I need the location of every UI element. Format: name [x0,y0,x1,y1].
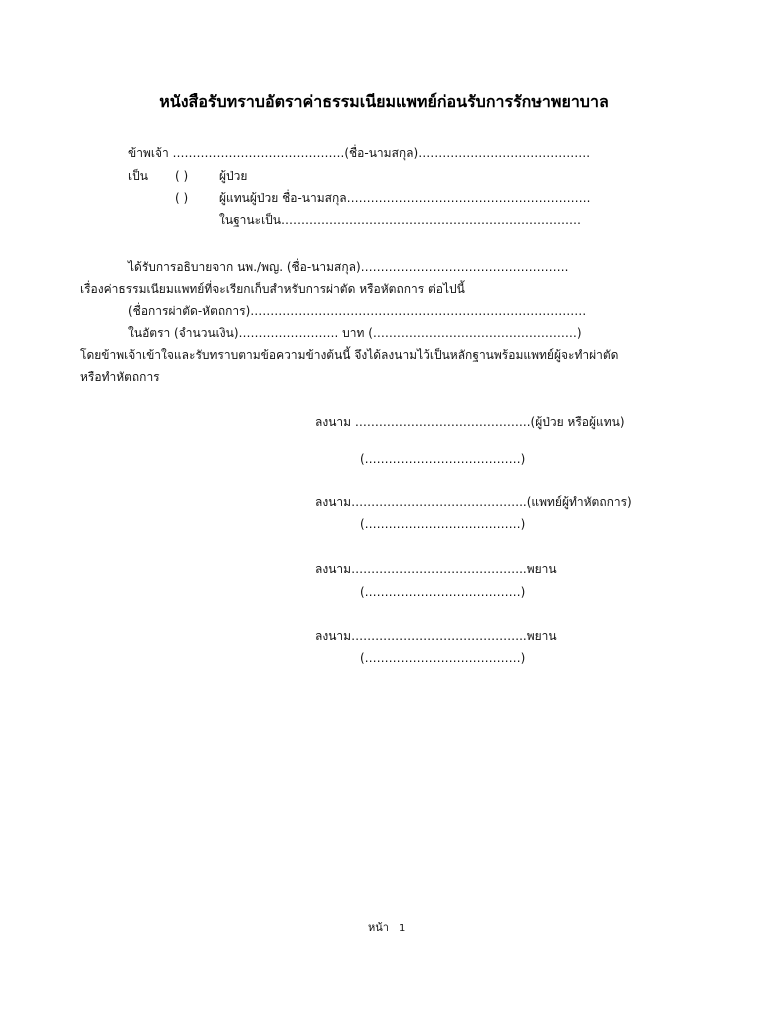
explained-by-line: ได้รับการอธิบายจาก นพ./พญ. (ชื่อ-นามสกุล)……………………………………………. [128,260,569,274]
patient-name-line: ข้าพเจ้า …………………………………….(ชื่อ-นามสกุล)……………………………………. [128,146,591,160]
as-label: เป็น [128,169,148,183]
printed-name-witness-1: (…………………………………) [360,585,526,599]
rate-line: ในอัตรา (จำนวนเงิน)……………………. บาท (……………………………………………) [128,326,582,340]
signature-line-witness-2: ลงนาม……………………………………..พยาน [315,629,557,643]
acknowledgement-line-2: หรือทำหัตถการ [80,370,160,384]
patient-option-label: ผู้ป่วย [219,169,248,183]
acknowledgement-line-1: โดยข้าพเจ้าเข้าใจและรับทราบตามข้อความข้างต้นนี้ จึงได้ลงนามไว้เป็นหลักฐานพร้อมแพทย์ผู้จะทำผ่าตัด [80,348,619,362]
printed-name-witness-2: (…………………………………) [360,651,526,665]
page-footer [368,920,405,937]
representative-option-line: ผู้แทนผู้ป่วย ชื่อ-นามสกุล……………………………………………………. [219,191,591,205]
printed-name-doctor: (…………………………………) [360,517,526,531]
procedure-name-line: (ชื่อการผ่าตัด-หัตถการ)………………………………………………………………………… [128,304,587,318]
page-label: หน้า [368,921,389,934]
signature-line-patient: ลงนาม ……………………………………..(ผู้ป่วย หรือผู้แทน) [315,415,625,429]
fee-subject-line: เรื่องค่าธรรมเนียมแพทย์ที่จะเรียกเก็บสำหรับการผ่าตัด หรือหัตถการ ต่อไปนี้ [80,282,465,296]
signature-line-witness-1: ลงนาม……………………………………..พยาน [315,562,557,576]
printed-name-patient: (…………………………………) [360,452,526,466]
patient-checkbox: ( ) [175,169,189,183]
representative-checkbox: ( ) [175,191,189,205]
page-number: 1 [398,923,406,934]
signature-line-doctor: ลงนาม……………………………………..(แพทย์ผู้ทำหัตถการ) [315,495,632,509]
status-line: ในฐานะเป็น………………………………………………………………… [219,213,581,227]
document-title: หนังสือรับทราบอัตราค่าธรรมเนียมแพทย์ก่อนรับการรักษาพยาบาล [159,92,609,111]
